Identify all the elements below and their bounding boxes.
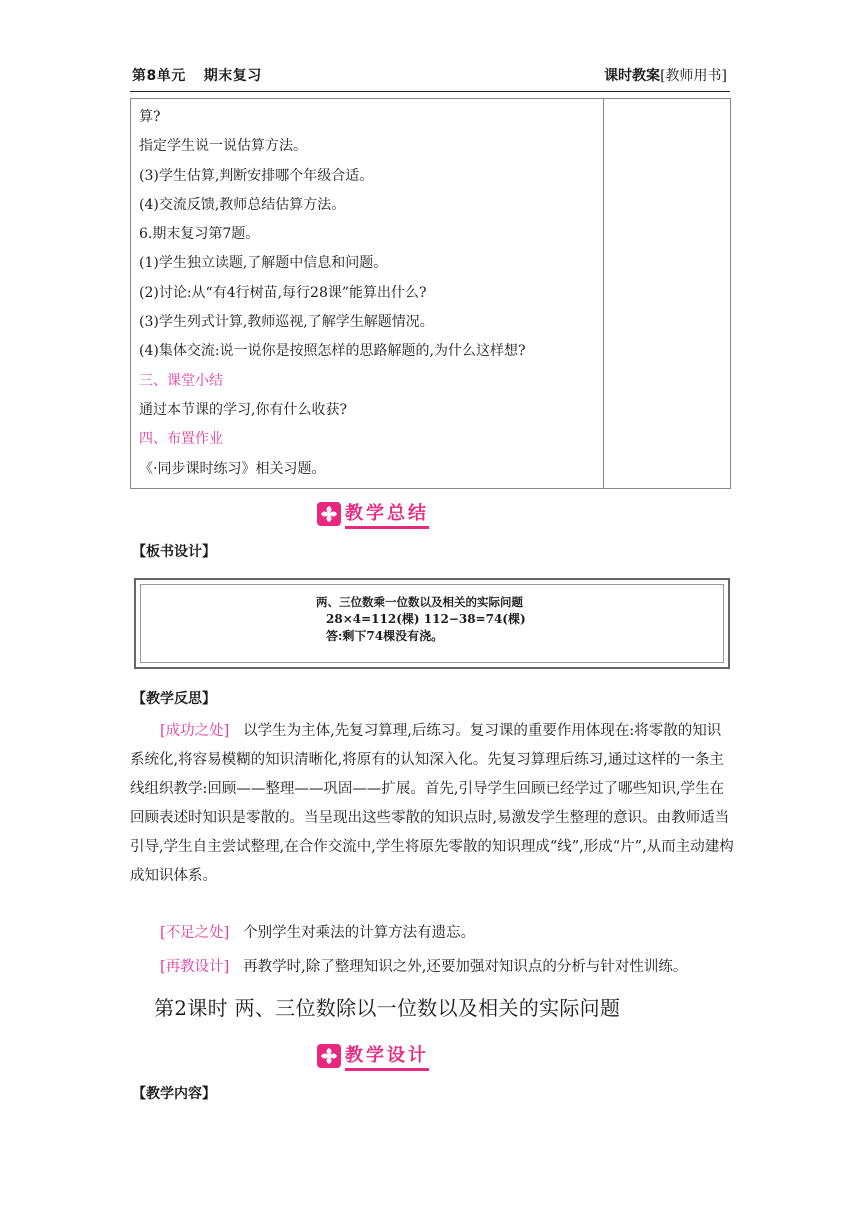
lesson-process-text: [139, 107, 599, 488]
section-heading: 四、布置作业: [139, 431, 223, 448]
board-title: 两、三位数乘一位数以及相关的实际问题: [316, 595, 523, 609]
lesson-line: (4)集体交流:说一说你是按照怎样的思路解题的,为什么这样想?: [139, 343, 526, 360]
book-edition: [教师用书]: [660, 68, 727, 84]
lesson-line: (3)学生列式计算,教师巡视,了解学生解题情况。: [139, 314, 434, 331]
section-banner-summary: [317, 500, 429, 528]
section-banner-design: [317, 1042, 429, 1070]
running-header-book: [604, 65, 727, 85]
table-column-divider: [603, 99, 604, 488]
unit-title: 期末复习: [203, 68, 262, 84]
lesson-line: (4)交流反馈,教师总结估算方法。: [139, 196, 346, 213]
swirl-logo-icon: [317, 1044, 341, 1068]
lesson-line: 《·同步课时练习》相关习题。: [139, 460, 326, 477]
reflection-label: 【教学反思】: [132, 691, 216, 707]
board-design-label: 【板书设计】: [132, 544, 216, 560]
board-content: [316, 594, 526, 645]
success-tag: [成功之处]: [160, 723, 230, 739]
reflection-shortfall-paragraph: [130, 919, 735, 948]
shortfall-tag: [不足之处]: [160, 925, 230, 941]
teaching-content-label: 【教学内容】: [132, 1086, 216, 1102]
lesson-line: 算?: [139, 109, 161, 125]
reflection-success-paragraph: [130, 717, 735, 891]
shortfall-text: 个别学生对乘法的计算方法有遗忘。: [243, 925, 476, 941]
redesign-text: 再教学时,除了整理知识之外,还要加强对知识点的分析与针对性训练。: [243, 959, 688, 975]
section-heading: 三、课堂小结: [139, 372, 223, 389]
redesign-tag: [再教设计]: [160, 959, 230, 975]
reflection-redesign-paragraph: [130, 953, 735, 982]
blackboard-design-box: [134, 578, 730, 669]
board-answer: 答:剩下74棵没有浇。: [326, 629, 444, 643]
board-equations: 28×4=112(棵) 112−38=74(棵): [326, 612, 526, 626]
lesson-line: (1)学生独立读题,了解题中信息和问题。: [139, 255, 388, 272]
lesson-process-table: [130, 98, 731, 489]
success-text: 以学生为主体,先复习算理,后练习。复习课的重要作用体现在:将零散的知识系统化,将容易模糊的知识清晰化,将原有的认知深入化。先复习算理后练习,通过这样的一条主线组织教学:回顾——整理——巩固——扩展。首先,引导学生回顾已经学过了哪些知识,学生在回顾表述时知识是零散的。当呈现出这些零散的知识点时,易激发学生整理的意识。由教师适当引导,学生自主尝试整理,在合作交流中,学生将原先零散的知识理成“线”,形成“片”,从而主动建构成知识体系。: [130, 723, 734, 884]
running-header-unit: [132, 65, 262, 85]
banner-title: 教学设计: [345, 1041, 429, 1071]
lesson-line: 6.期末复习第7题。: [139, 226, 260, 243]
book-name: 课时教案: [604, 68, 661, 84]
header-rule: [130, 91, 730, 92]
lesson-line: (2)讨论:从“有4行树苗,每行28课”能算出什么?: [139, 284, 427, 301]
lesson-line: 指定学生说一说估算方法。: [139, 138, 307, 155]
unit-number: 第8单元: [132, 68, 186, 84]
lesson-2-title: 第2课时 两、三位数除以一位数以及相关的实际问题: [154, 996, 621, 1020]
lesson-line: (3)学生估算,判断安排哪个年级合适。: [139, 167, 374, 184]
banner-title: 教学总结: [345, 499, 429, 529]
swirl-logo-icon: [317, 502, 341, 526]
lesson-line: 通过本节课的学习,你有什么收获?: [139, 401, 347, 418]
